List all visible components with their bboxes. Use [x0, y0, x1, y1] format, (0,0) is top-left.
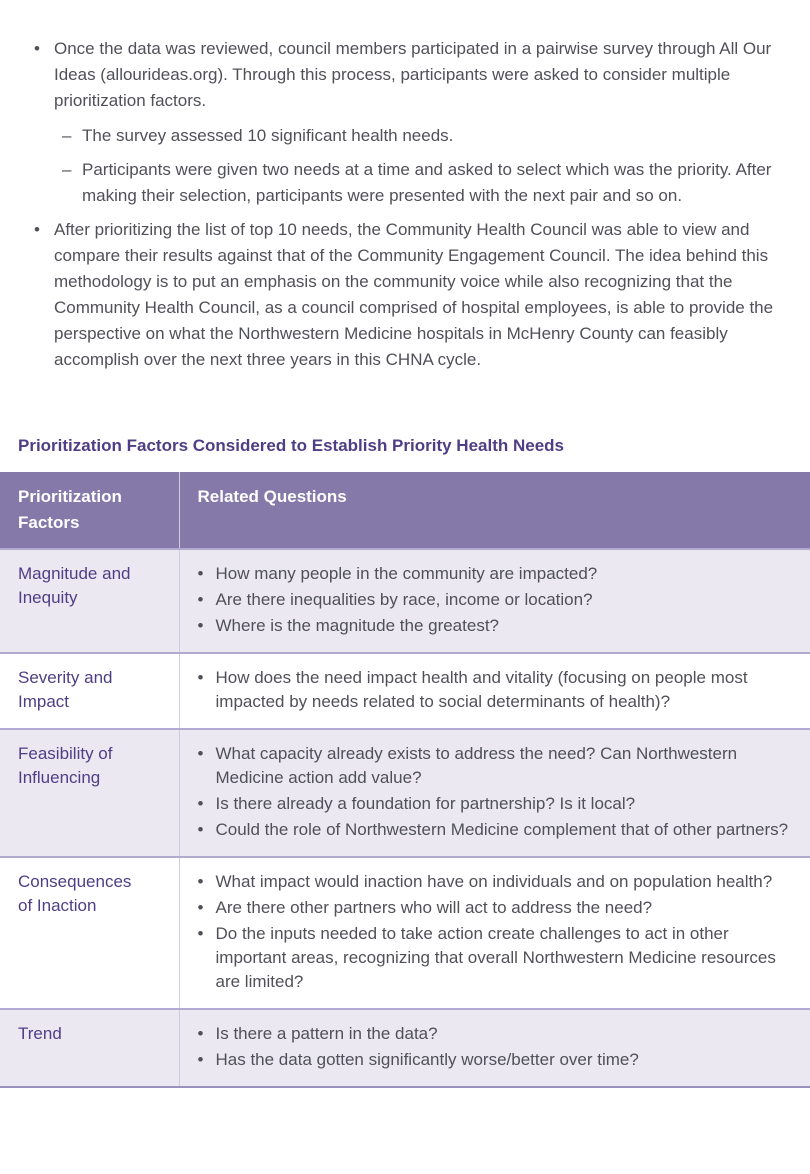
- questions-cell: [179, 857, 810, 1009]
- question-item: • Where is the magnitude the greatest?: [198, 614, 793, 638]
- question-item: • How many people in the community are impacted?: [198, 562, 793, 586]
- factor-cell: Trend: [0, 1009, 179, 1087]
- table-header-row: [0, 472, 810, 549]
- question-item: • What capacity already exists to address the need? Can Northwestern Medicine action add value?: [198, 742, 793, 790]
- questions-list: [198, 666, 793, 714]
- question-item: • Is there already a foundation for partnership? Is it local?: [198, 792, 793, 816]
- header-factors: Prioritization Factors: [0, 472, 179, 549]
- table-title: Prioritization Factors Considered to Establish Priority Health Needs: [18, 436, 565, 455]
- question-item: • How does the need impact health and vitality (focusing on people most impacted by needs related to social determinants of health)?: [198, 666, 793, 714]
- factor-cell: Feasibility of Influencing: [0, 729, 179, 857]
- table-row: [0, 653, 810, 729]
- table-row: [0, 857, 810, 1009]
- table-row: [0, 549, 810, 653]
- intro-bullets: [0, 36, 810, 382]
- question-item: • Do the inputs needed to take action create challenges to act in other important areas, recognizing that overall Northwestern Medicine resources are limited?: [198, 922, 793, 994]
- questions-list: [198, 1022, 793, 1072]
- intro-sub-bullet: – The survey assessed 10 significant health needs.: [0, 123, 810, 149]
- questions-cell: [179, 1009, 810, 1087]
- question-item: • What impact would inaction have on individuals and on population health?: [198, 870, 793, 894]
- questions-list: [198, 870, 793, 994]
- question-item: • Are there inequalities by race, income or location?: [198, 588, 793, 612]
- table-row: [0, 1009, 810, 1087]
- questions-cell: [179, 729, 810, 857]
- table-row: [0, 729, 810, 857]
- header-questions: Related Questions: [179, 472, 810, 549]
- questions-list: [198, 562, 793, 638]
- questions-cell: [179, 653, 810, 729]
- questions-list: [198, 742, 793, 842]
- question-item: • Are there other partners who will act to address the need?: [198, 896, 793, 920]
- factor-cell: Consequences of Inaction: [0, 857, 179, 1009]
- question-item: • Is there a pattern in the data?: [198, 1022, 793, 1046]
- intro-sub-bullet: – Participants were given two needs at a time and asked to select which was the priority. After making their selection, participants were presented with the next pair and so on.: [0, 157, 810, 209]
- questions-cell: [179, 549, 810, 653]
- prioritization-table: [0, 472, 810, 1088]
- intro-bullet: • Once the data was reviewed, council members participated in a pairwise survey through All Our Ideas (allourideas.org). Through this process, participants were asked to consider multiple prioritization factors.: [0, 36, 810, 114]
- factor-cell: Severity and Impact: [0, 653, 179, 729]
- question-item: • Could the role of Northwestern Medicine complement that of other partners?: [198, 818, 793, 842]
- factor-cell: Magnitude and Inequity: [0, 549, 179, 653]
- intro-bullet: • After prioritizing the list of top 10 needs, the Community Health Council was able to view and compare their results against that of the Community Engagement Council. The idea behind this methodology is to put an emphasis on the community voice while also recognizing that the Community Health Council, as a council comprised of hospital employees, is able to provide the perspective on what the Northwestern Medicine hospitals in McHenry County can feasibly accomplish over the next three years in this CHNA cycle.: [0, 217, 810, 373]
- question-item: • Has the data gotten significantly worse/better over time?: [198, 1048, 793, 1072]
